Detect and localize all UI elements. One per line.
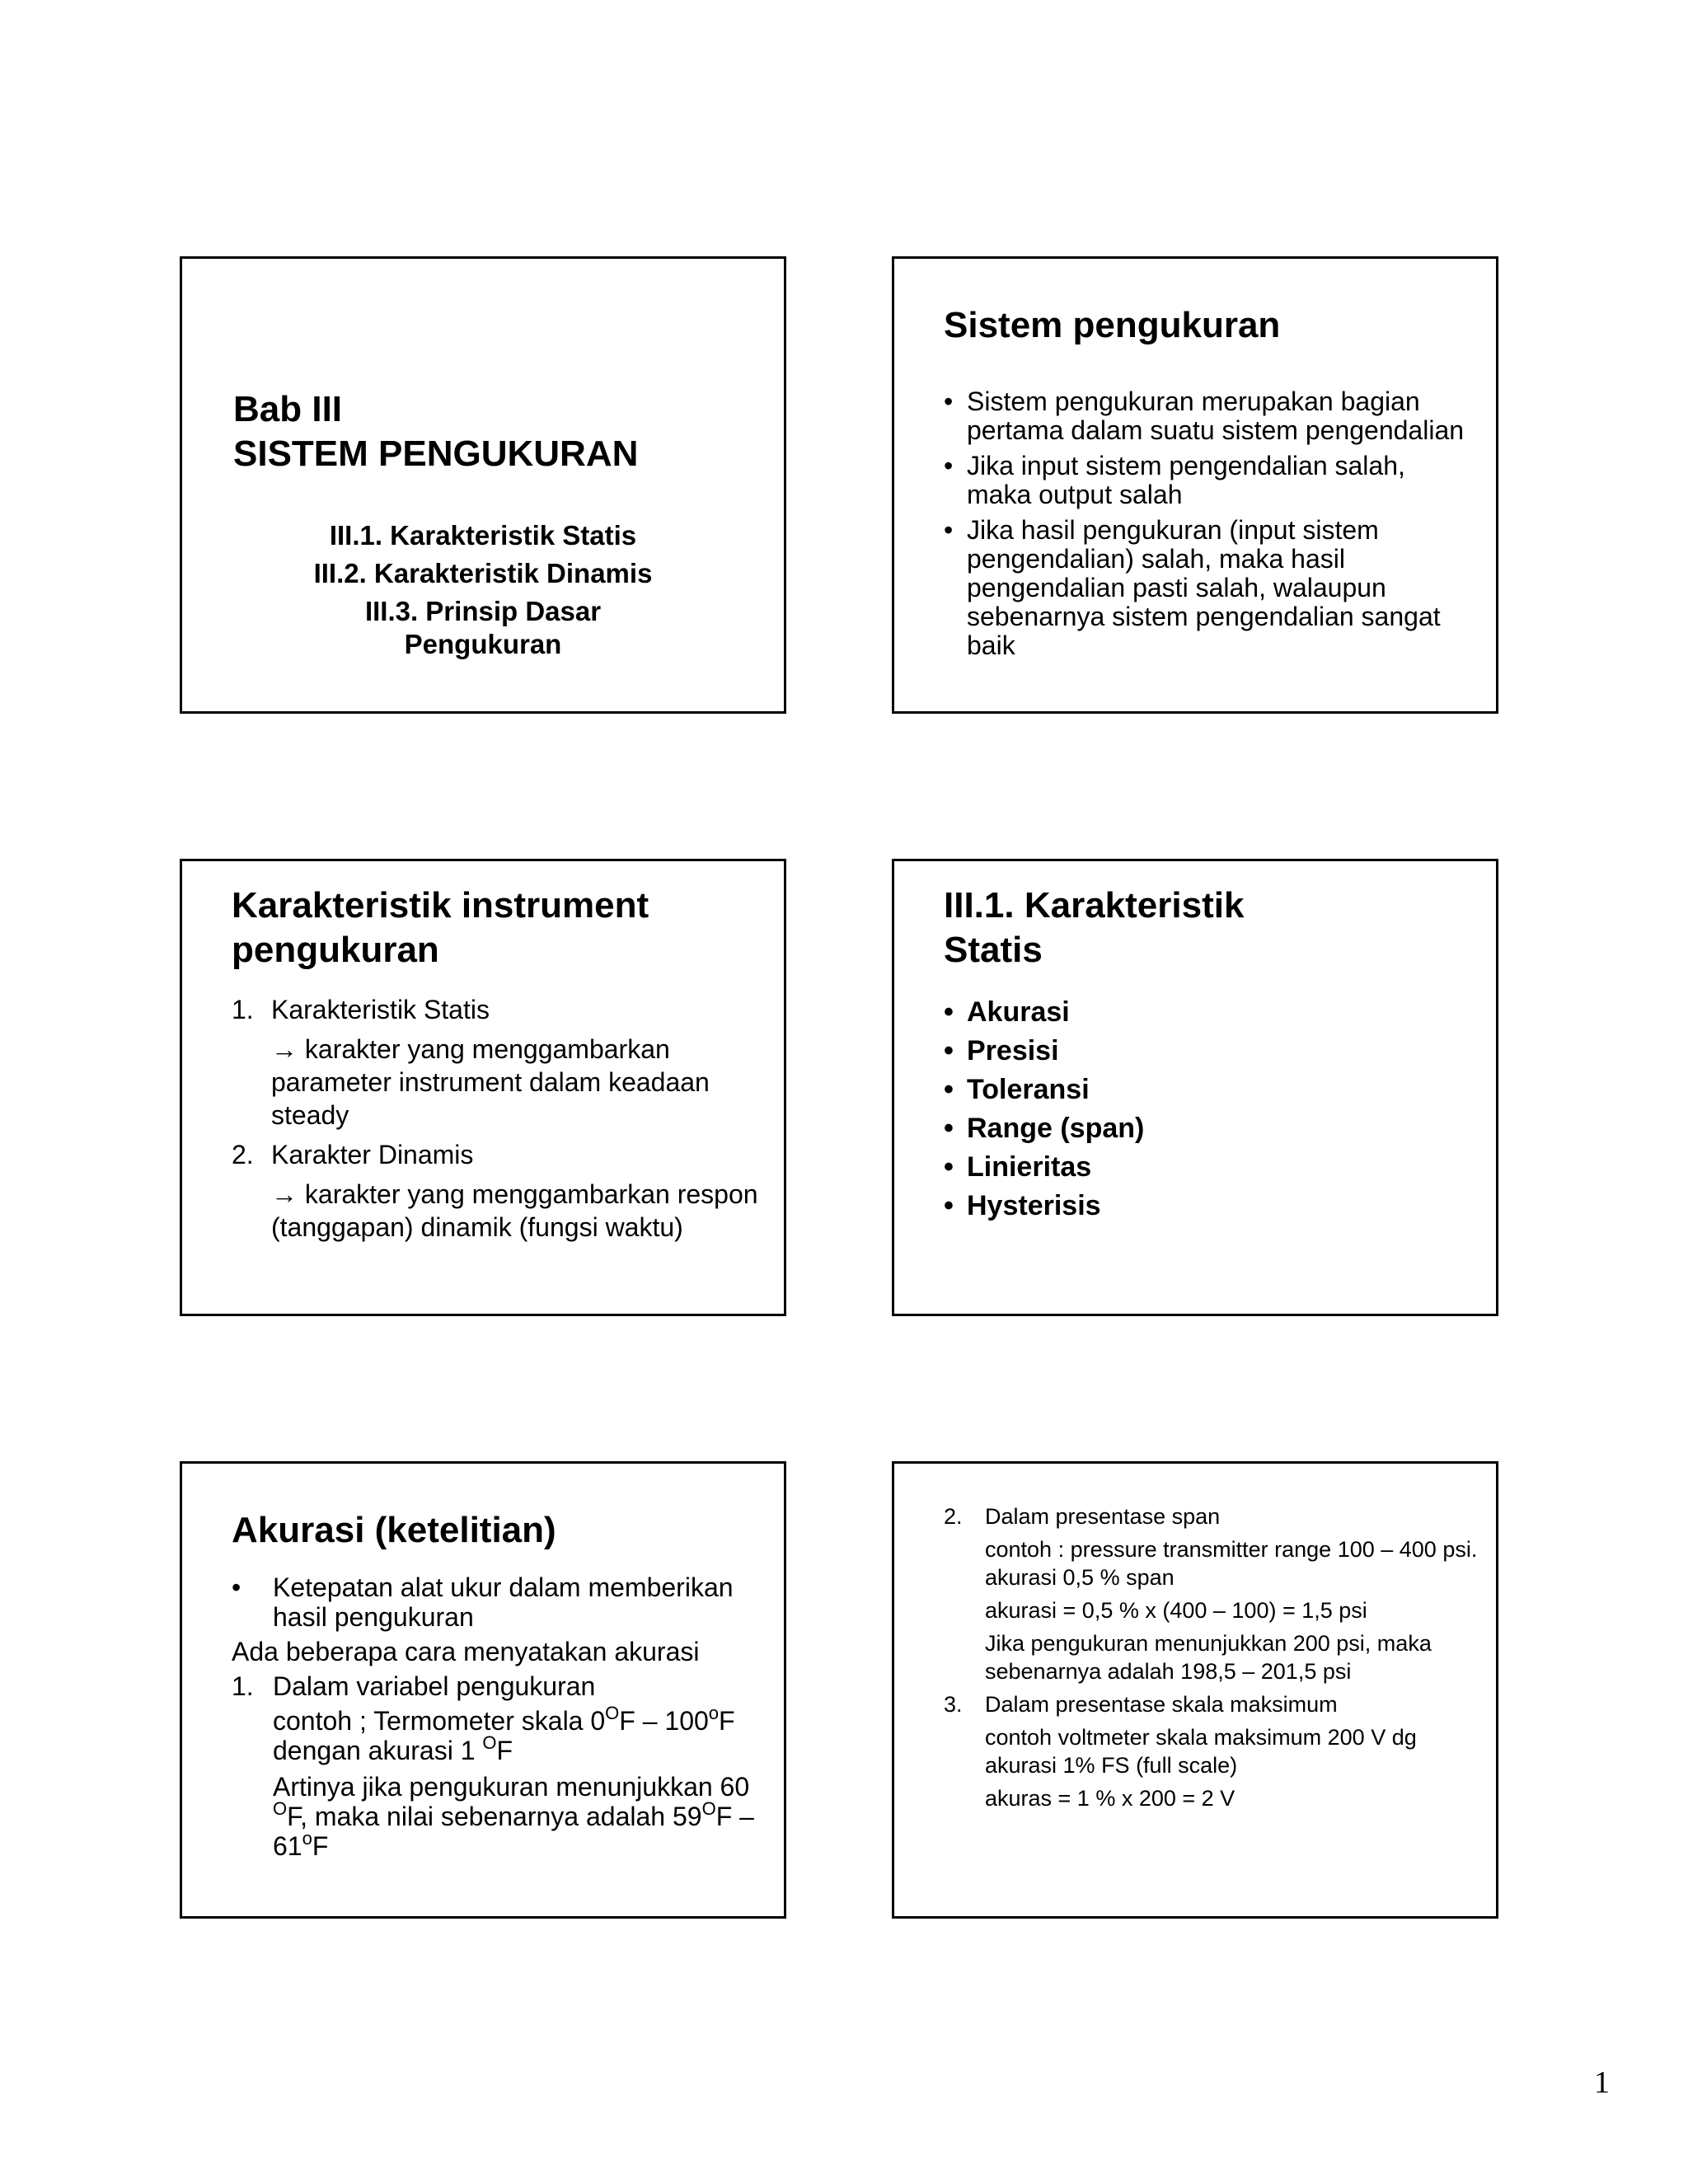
text-run: F – 61 <box>273 1802 754 1861</box>
item-label: Karakter Dinamis <box>271 1140 474 1169</box>
slide-5-title: Akurasi (ketelitian) <box>232 1510 556 1550</box>
item-number: 2. <box>944 1504 963 1529</box>
bullet-item <box>944 993 1144 1032</box>
text-run: F <box>496 1736 513 1765</box>
bullet-icon: • <box>232 1572 241 1602</box>
superscript: O <box>273 1798 288 1819</box>
item-detail: akurasi = 0,5 % x (400 – 100) = 1,5 psi <box>985 1598 1367 1623</box>
bullet-text: Toleransi <box>967 1074 1090 1105</box>
subtopic: Pengukuran <box>404 629 562 659</box>
numbered-item <box>944 1502 1488 1530</box>
bullet-icon: • <box>944 451 954 480</box>
slide-3 <box>180 859 786 1316</box>
bullet-item <box>944 1071 1144 1109</box>
bullet-item <box>944 1109 1144 1148</box>
bullet-text: Range (span) <box>967 1113 1145 1144</box>
item-detail: akuras = 1 % x 200 = 2 V <box>985 1786 1236 1811</box>
subtopic: III.3. Prinsip Dasar <box>364 596 602 626</box>
bullet-text: Jika hasil pengukuran (input sistem pengendalian) salah, maka hasil pengendalian pasti salah, walaupun sebenarnya sistem pengendalian sangat baik <box>967 515 1441 660</box>
slide-4-title-line1: III.1. Karakteristik <box>944 885 1245 926</box>
text-run: F <box>312 1831 329 1861</box>
superscript: o <box>708 1703 720 1723</box>
text-run: F – 100 <box>619 1706 709 1736</box>
bullet-text: Hysterisis <box>967 1190 1101 1221</box>
item-label: Karakteristik Statis <box>271 995 490 1024</box>
text-run: contoh ; Termometer skala 0 <box>273 1706 606 1736</box>
bullet-icon: • <box>944 1151 954 1183</box>
item-number: 2. <box>232 1140 254 1169</box>
bullet-icon: • <box>944 996 954 1028</box>
bullet-icon: • <box>944 1074 954 1105</box>
superscript: O <box>701 1798 716 1819</box>
superscript: O <box>482 1732 497 1753</box>
slide-4-title <box>944 883 1244 972</box>
bullet-text: Akurasi <box>967 996 1070 1028</box>
slide-5-content <box>232 1572 767 1868</box>
bullet-item <box>944 387 1471 445</box>
numbered-item <box>232 1671 767 1701</box>
bullet-item <box>944 516 1471 660</box>
slide-5 <box>180 1461 786 1919</box>
bullet-text: Sistem pengukuran merupakan bagian pertama dalam suatu sistem pengendalian <box>967 387 1465 445</box>
bullet-text: Presisi <box>967 1035 1059 1066</box>
slide-1-title-line1: Bab III <box>233 389 343 429</box>
slide-2 <box>892 256 1498 714</box>
item-detail: Jika pengukuran menunjukkan 200 psi, maka sebenarnya adalah 198,5 – 201,5 psi <box>985 1631 1432 1684</box>
superscript: o <box>302 1828 312 1849</box>
item-description: → karakter yang menggambarkan parameter instrument dalam keadaan steady <box>271 1034 710 1130</box>
bullet-icon: • <box>944 387 954 416</box>
item-detail: contoh voltmeter skala maksimum 200 V dg akurasi 1% FS (full scale) <box>985 1725 1417 1778</box>
slide-3-content <box>232 993 759 1250</box>
numbered-item <box>944 1690 1488 1718</box>
slide-1-title-line2: SISTEM PENGUKURAN <box>233 434 639 474</box>
example-text <box>232 1703 767 1765</box>
bullet-icon: • <box>944 515 954 545</box>
item-label: Dalam presentase skala maksimum <box>985 1692 1338 1717</box>
item-number: 1. <box>232 1671 254 1701</box>
text-run: F, maka nilai sebenarnya adalah 59 <box>287 1802 702 1831</box>
bullet-icon: • <box>944 1190 954 1221</box>
bullet-icon: • <box>944 1035 954 1066</box>
intro-text: Ada beberapa cara menyatakan akurasi <box>232 1637 700 1666</box>
item-number: 3. <box>944 1692 963 1717</box>
text-run: F dengan akurasi 1 <box>273 1706 735 1765</box>
numbered-item <box>232 1138 759 1171</box>
subtopic: III.2. Karakteristik Dinamis <box>313 558 653 588</box>
bullet-item <box>944 1032 1144 1071</box>
slide-3-title-line1: Karakteristik instrument <box>232 885 649 926</box>
numbered-item <box>232 993 759 1026</box>
subtopic: III.1. Karakteristik Statis <box>329 520 637 551</box>
slide-1 <box>180 256 786 714</box>
bullet-item <box>944 452 1471 509</box>
slide-2-title: Sistem pengukuran <box>944 305 1281 345</box>
slide-4-title-line2: Statis <box>944 930 1043 970</box>
bullet-item <box>944 1148 1144 1187</box>
text-run: Artinya jika pengukuran menunjukkan 60 <box>273 1772 750 1802</box>
item-label: Dalam presentase span <box>985 1504 1221 1529</box>
bullet-icon: • <box>944 1113 954 1144</box>
superscript: O <box>605 1703 620 1723</box>
meaning-text <box>232 1772 767 1861</box>
item-detail: contoh : pressure transmitter range 100 – 400 psi. akurasi 0,5 % span <box>985 1537 1478 1590</box>
slide-1-title <box>233 387 638 476</box>
bullet-text: Linieritas <box>967 1151 1092 1183</box>
slide-6-content <box>944 1502 1488 1817</box>
slide-3-title <box>232 883 649 972</box>
slide-2-bullets <box>944 387 1471 667</box>
item-description: → karakter yang menggambarkan respon (tanggapan) dinamik (fungsi waktu) <box>271 1179 758 1242</box>
bullet-text: Jika input sistem pengendalian salah, maka output salah <box>967 451 1405 509</box>
slide-1-subtopics <box>182 519 784 666</box>
page-number: 1 <box>1594 2065 1610 2100</box>
slide-4-bullets <box>944 993 1144 1226</box>
slide-4 <box>892 859 1498 1316</box>
item-number: 1. <box>232 995 254 1024</box>
slide-6 <box>892 1461 1498 1919</box>
slide-3-title-line2: pengukuran <box>232 930 439 970</box>
bullet-item <box>944 1187 1144 1226</box>
bullet-text: Ketepatan alat ukur dalam memberikan hasil pengukuran <box>273 1572 734 1632</box>
item-label: Dalam variabel pengukuran <box>273 1671 596 1701</box>
bullet-item <box>232 1572 767 1632</box>
